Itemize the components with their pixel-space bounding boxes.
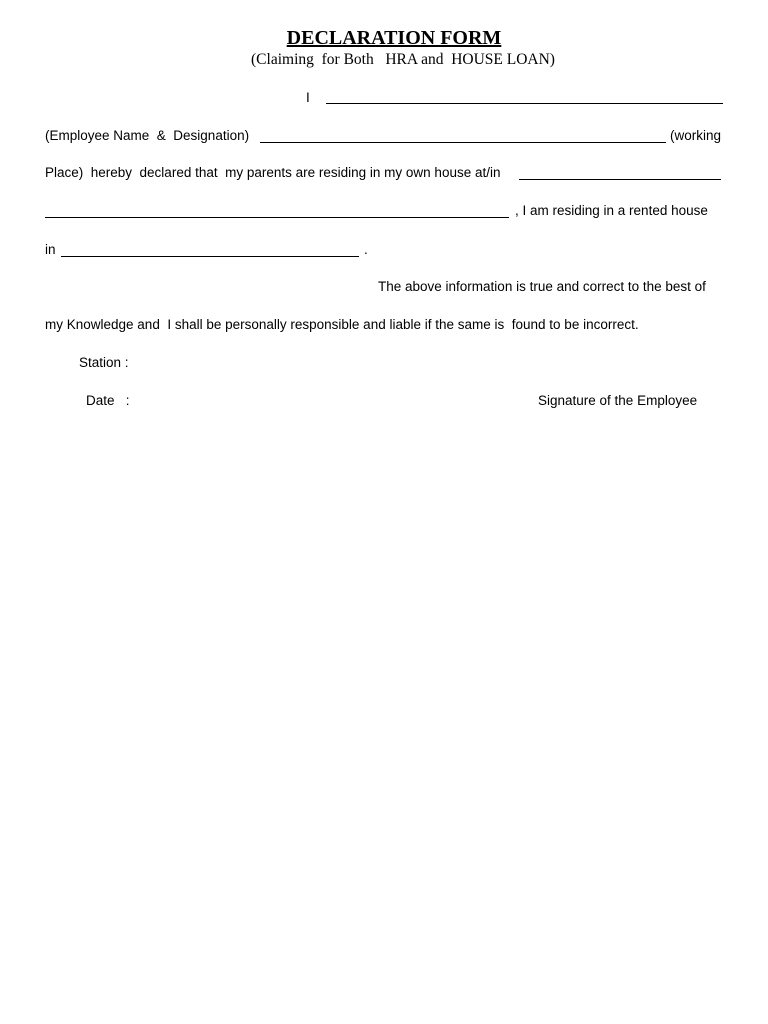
employee-name-blank[interactable]	[326, 103, 723, 104]
line1-prefix: I	[306, 90, 310, 105]
line5-suffix: .	[364, 242, 368, 257]
declaration-statement-continued: my Knowledge and I shall be personally responsible and liable if the same is found to be incorrect.	[45, 317, 639, 332]
line2-suffix: (working	[670, 128, 722, 143]
designation-blank[interactable]	[260, 142, 666, 143]
line4-suffix: , I am residing in a rented house	[515, 203, 708, 218]
line5-prefix: in	[45, 242, 56, 257]
line3-prefix: Place) hereby declared that my parents are residing in my own house at/in	[45, 165, 501, 180]
date-label: Date :	[86, 393, 130, 408]
line2-prefix: (Employee Name & Designation)	[45, 128, 250, 143]
own-house-address-blank[interactable]	[519, 179, 721, 180]
form-subtitle: (Claiming for Both HRA and HOUSE LOAN)	[251, 51, 555, 68]
form-title: DECLARATION FORM	[286, 27, 502, 49]
own-house-address-blank-continued[interactable]	[45, 217, 509, 218]
declaration-statement: The above information is true and correct to the best of	[378, 279, 706, 294]
signature-label: Signature of the Employee	[538, 393, 698, 408]
rented-house-blank[interactable]	[61, 256, 359, 257]
station-label: Station :	[79, 355, 129, 370]
